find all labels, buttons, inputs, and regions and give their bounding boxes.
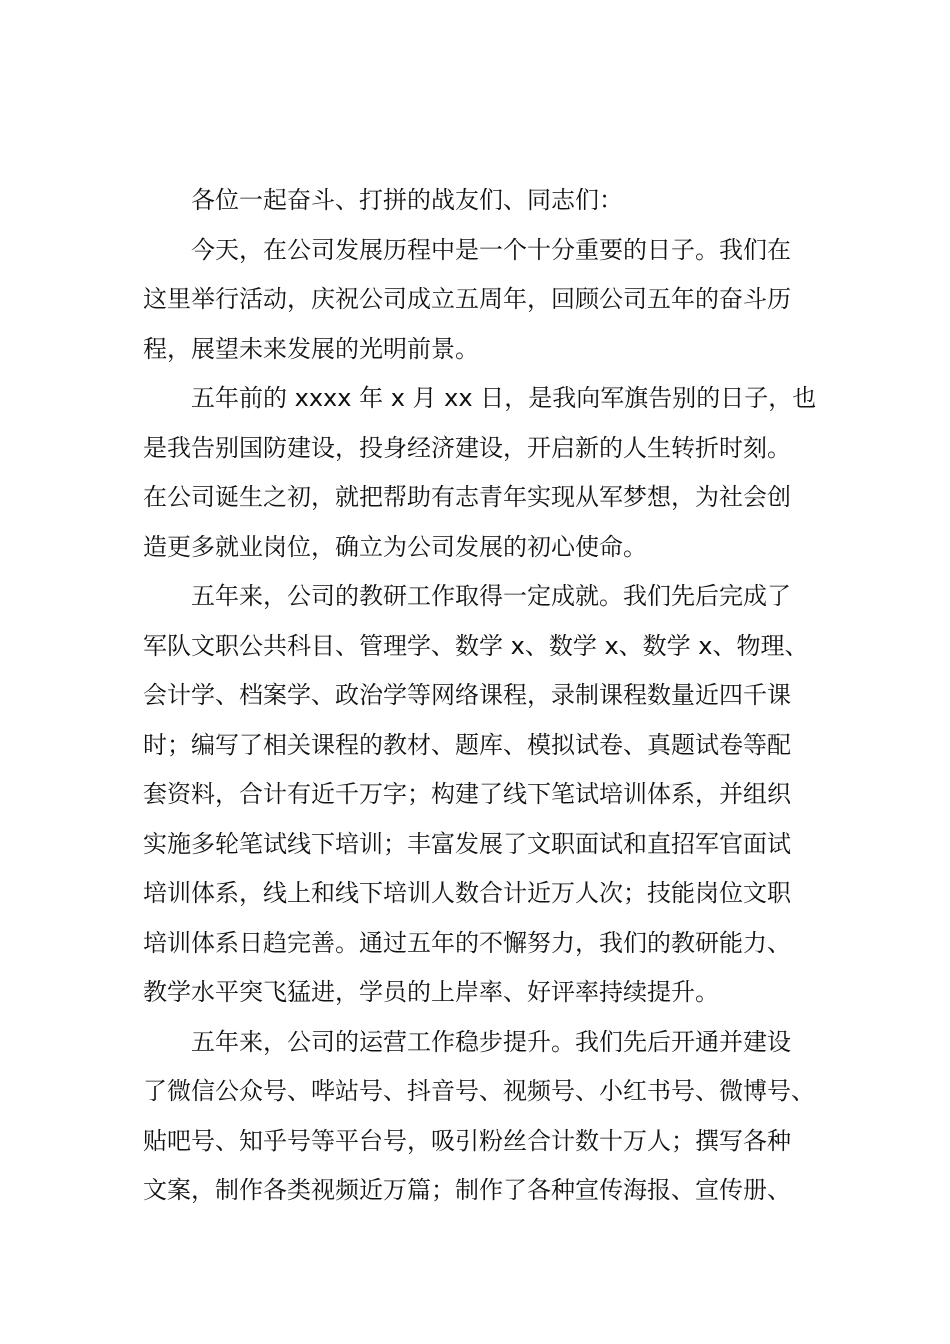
- text-line: 培训体系，线上和线下培训人数合计近万人次；技能岗位文职: [143, 879, 791, 907]
- text-line: 套资料，合计有近千万字；构建了线下笔试培训体系，并组织: [143, 780, 791, 808]
- teaching-research-paragraph: [143, 572, 823, 1018]
- text-line: 贴吧号、知乎号等平台号，吸引粉丝合计数十万人；撰写各种: [143, 1126, 791, 1155]
- text-line: 各位一起奋斗、打拼的战友们、同志们：: [191, 186, 623, 214]
- salutation-paragraph: [143, 176, 823, 226]
- operations-paragraph: [143, 1018, 823, 1216]
- text-line: 培训体系日趋完善。通过五年的不懈努力，我们的教研能力、: [143, 928, 791, 957]
- text-line: 五年来，公司的运营工作稳步提升。我们先后开通并建设: [191, 1027, 791, 1056]
- opening-paragraph: [143, 226, 823, 375]
- text-line: 五年来，公司的教研工作取得一定成就。我们先后完成了: [191, 582, 791, 610]
- founding-paragraph: [143, 374, 823, 572]
- text-line: 五年前的 xxxx 年 x 月 xx 日，是我向军旗告别的日子，也: [191, 384, 817, 412]
- text-line: 程，展望未来发展的光明前景。: [143, 334, 479, 363]
- text-line: 了微信公众号、哔站号、抖音号、视频号、小红书号、微博号、: [143, 1077, 815, 1105]
- text-line: 实施多轮笔试线下培训；丰富发展了文职面试和直招军官面试: [143, 829, 791, 858]
- text-line: 教学水平突飞猛进，学员的上岸率、好评率持续提升。: [143, 978, 719, 1006]
- text-line: 是我告别国防建设，投身经济建设，开启新的人生转折时刻。: [143, 433, 791, 462]
- text-line: 这里举行活动，庆祝公司成立五周年，回顾公司五年的奋斗历: [143, 285, 791, 313]
- text-line: 在公司诞生之初，就把帮助有志青年实现从军梦想，为社会创: [143, 483, 791, 511]
- text-line: 时；编写了相关课程的教材、题库、模拟试卷、真题试卷等配: [143, 730, 791, 759]
- text-line: 军队文职公共科目、管理学、数学 x、数学 x、数学 x、物理、: [143, 631, 809, 660]
- speech-body: [143, 176, 823, 1216]
- text-line: 文案，制作各类视频近万篇；制作了各种宣传海报、宣传册、: [143, 1176, 791, 1204]
- text-line: 会计学、档案学、政治学等网络课程，录制课程数量近四千课: [143, 681, 791, 709]
- text-line: 今天，在公司发展历程中是一个十分重要的日子。我们在: [191, 235, 791, 264]
- text-line: 造更多就业岗位，确立为公司发展的初心使命。: [143, 532, 647, 561]
